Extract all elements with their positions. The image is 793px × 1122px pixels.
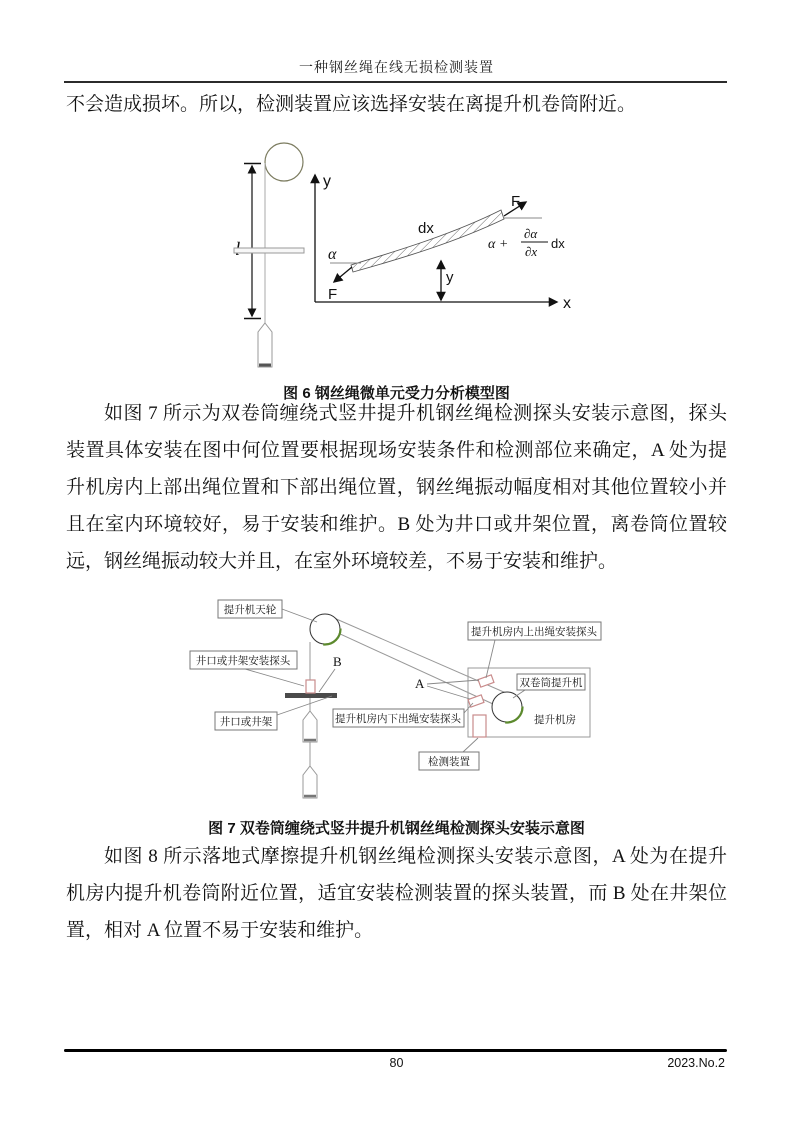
detection-device-rect: [473, 715, 486, 737]
cage-upper: [303, 711, 317, 742]
footer-issue: 2023.No.2: [667, 1056, 725, 1070]
label-point-b: B: [333, 654, 342, 669]
leader-shaft: [277, 696, 332, 715]
label-drum: 双卷筒提升机: [519, 677, 583, 689]
leader-point-b: [319, 669, 335, 692]
leader-shaft-probe: [245, 669, 304, 686]
page-header-title: 一种钢丝绳在线无损检测装置: [299, 61, 494, 76]
leader-device: [463, 738, 478, 752]
weight-bob: [258, 323, 272, 367]
y-axis-label: y: [323, 173, 331, 190]
figure6-diagram: [185, 130, 585, 380]
label-shaft: 井口或井架: [219, 716, 273, 728]
formula-denominator: ∂x: [525, 244, 538, 259]
leader-sheave: [282, 609, 317, 622]
label-point-a: A: [415, 676, 425, 691]
dx-label: dx: [418, 220, 434, 237]
alpha-label: α: [328, 246, 337, 263]
cage-lower: [303, 766, 317, 798]
formula-alpha-plus: α +: [488, 237, 509, 252]
label-sheave: 提升机天轮: [223, 604, 277, 616]
footer-page-number: 80: [389, 1056, 404, 1070]
label-shaft-probe: 井口或井架安装探头: [195, 655, 291, 667]
force-right-label: F: [511, 193, 521, 210]
paragraph-2: 如图 7 所示为双卷筒缠绕式竖井提升机钢丝绳检测探头安装示意图，探头装置具体安装在图中何位置要根据现场安装条件和检测部位来确定，A 处为提升机房内上部出绳位置和下部出绳位置，钢丝绳振动幅度相对其他位置较小并且在室内环境较好，易于安装和维护。B 处为井口或井架位置，离卷筒位置较远，钢丝绳振动较大并且，在室外环境较差，不易于安装和维护。: [66, 403, 727, 572]
paragraph-3: 如图 8 所示落地式摩擦提升机钢丝绳检测探头安装示意图，A 处为在提升机房内提升机卷筒附近位置，适宜安装检测装置的探头装置，而 B 处在井架位置，相对 A 位置不易于安装和维护。: [66, 846, 727, 941]
header-rule: [64, 81, 727, 83]
probe-b-rect: [306, 680, 315, 693]
figure7-diagram: [185, 592, 605, 804]
leader-a-lower: [427, 686, 470, 699]
y-offset-label: y: [446, 269, 454, 286]
label-device: 检测装置: [428, 756, 470, 768]
pulley-circle: [265, 143, 303, 181]
label-lower-probe: 提升机房内下出绳安装探头: [335, 713, 461, 725]
force-left-arrow: [334, 267, 352, 282]
label-upper-probe: 提升机房内上出绳安装探头: [471, 626, 597, 638]
paragraph-1: 不会造成损坏。所以，检测装置应该选择安装在离提升机卷筒附近。: [66, 94, 637, 115]
footer-rule: [64, 1049, 727, 1052]
formula-numerator: ∂α: [524, 226, 538, 241]
figure6-caption: 图 6 钢丝绳微单元受力分析模型图: [283, 385, 510, 402]
figure7-caption: 图 7 双卷筒缠绕式竖井提升机钢丝绳检测探头安装示意图: [208, 820, 585, 837]
platform-bar: [234, 248, 304, 253]
label-hoist-room: 提升机房: [534, 714, 576, 726]
formula-dx: dx: [551, 236, 565, 251]
force-left-label: F: [328, 286, 338, 303]
x-axis-label: x: [563, 295, 571, 312]
